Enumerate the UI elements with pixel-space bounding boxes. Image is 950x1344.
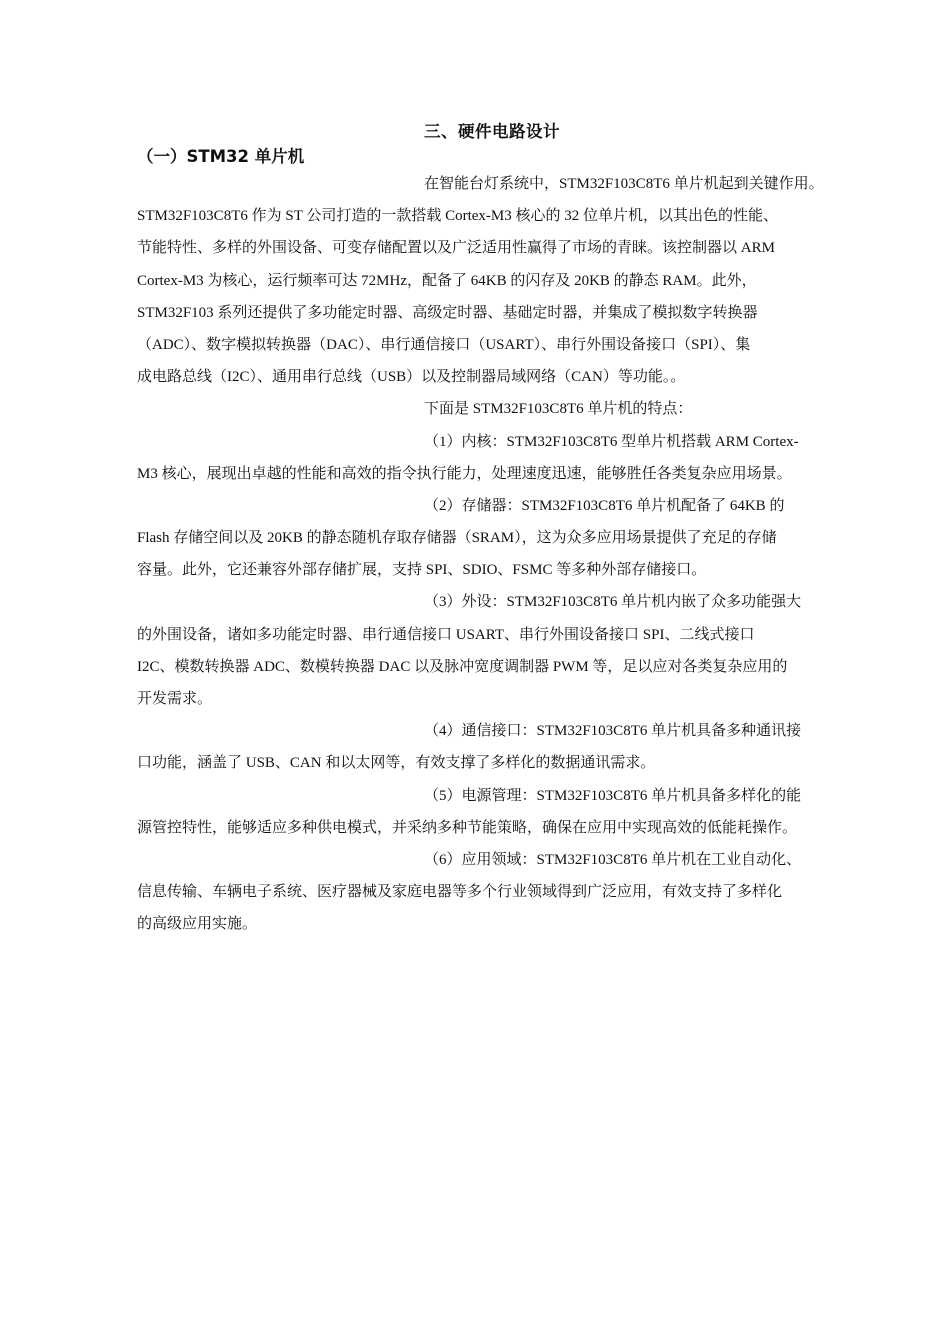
text-line: 节能特性、多样的外围设备、可变存储配置以及广泛适用性赢得了市场的青睐。该控制器以 ARM bbox=[137, 240, 775, 257]
text-line: （5）电源管理：STM32F103C8T6 单片机具备多样化的能 bbox=[424, 787, 802, 804]
text-line: 成电路总线（I2C）、通用串行总线（USB）以及控制器局域网络（CAN）等功能。。 bbox=[137, 369, 686, 386]
body-text bbox=[137, 168, 865, 941]
text-line: Cortex-M3 为核心，运行频率可达 72MHz，配备了 64KB 的闪存及 20KB 的静态 RAM。此外， bbox=[137, 272, 757, 289]
text-line: 下面是 STM32F103C8T6 单片机的特点： bbox=[424, 401, 693, 418]
text-line: （1）内核：STM32F103C8T6 型单片机搭载 ARM Cortex- bbox=[424, 433, 799, 450]
section-title: （一）STM32 单片机 bbox=[137, 147, 305, 166]
text-line: 在智能台灯系统中，STM32F103C8T6 单片机起到关键作用。 bbox=[424, 176, 824, 192]
text-line: （6）应用领域：STM32F103C8T6 单片机在工业自动化、 bbox=[424, 851, 802, 868]
text-line: Flash 存储空间以及 20KB 的静态随机存取存储器（SRAM），这为众多应用场景提供了充足的存储 bbox=[137, 530, 777, 547]
text-line: STM32F103C8T6 作为 ST 公司打造的一款搭载 Cortex-M3 核心的 32 位单片机，以其出色的性能、 bbox=[137, 208, 778, 225]
text-line: 信息传输、车辆电子系统、医疗器械及家庭电器等多个行业领域得到广泛应用，有效支持了多样化 bbox=[137, 884, 783, 901]
text-line: （3）外设：STM32F103C8T6 单片机内嵌了众多功能强大 bbox=[424, 594, 802, 611]
text-line: 的高级应用实施。 bbox=[137, 916, 258, 933]
text-line: （2）存储器：STM32F103C8T6 单片机配备了 64KB 的 bbox=[424, 497, 785, 514]
text-line: STM32F103 系列还提供了多功能定时器、高级定时器、基础定时器，并集成了模拟数字转换器 bbox=[137, 304, 758, 321]
text-line: （4）通信接口：STM32F103C8T6 单片机具备多种通讯接 bbox=[424, 723, 802, 740]
text-line: I2C、模数转换器 ADC、数模转换器 DAC 以及脉冲宽度调制器 PWM 等，足以应对各类复杂应用的 bbox=[137, 658, 788, 675]
text-line: 口功能，涵盖了 USB、CAN 和以太网等，有效支撑了多样化的数据通讯需求。 bbox=[137, 755, 656, 772]
text-line: 源管控特性，能够适应多种供电模式，并采纳多种节能策略，确保在应用中实现高效的低能耗操作。 bbox=[137, 819, 798, 836]
text-line: 的外围设备，诸如多功能定时器、串行通信接口 USART、串行外围设备接口 SPI、二线式接口 bbox=[137, 626, 755, 643]
text-line: M3 核心，展现出卓越的性能和高效的指令执行能力，处理速度迅速，能够胜任各类复杂应用场景。 bbox=[137, 465, 792, 482]
text-line: 开发需求。 bbox=[137, 691, 213, 707]
text-line: 容量。此外，它还兼容外部存储扩展，支持 SPI、SDIO、FSMC 等多种外部存储接口。 bbox=[137, 562, 707, 579]
text-line: （ADC）、数字模拟转换器（DAC）、串行通信接口（USART）、串行外围设备接口（SPI）、集 bbox=[137, 336, 751, 353]
chapter-title: 三、硬件电路设计 bbox=[424, 122, 560, 141]
